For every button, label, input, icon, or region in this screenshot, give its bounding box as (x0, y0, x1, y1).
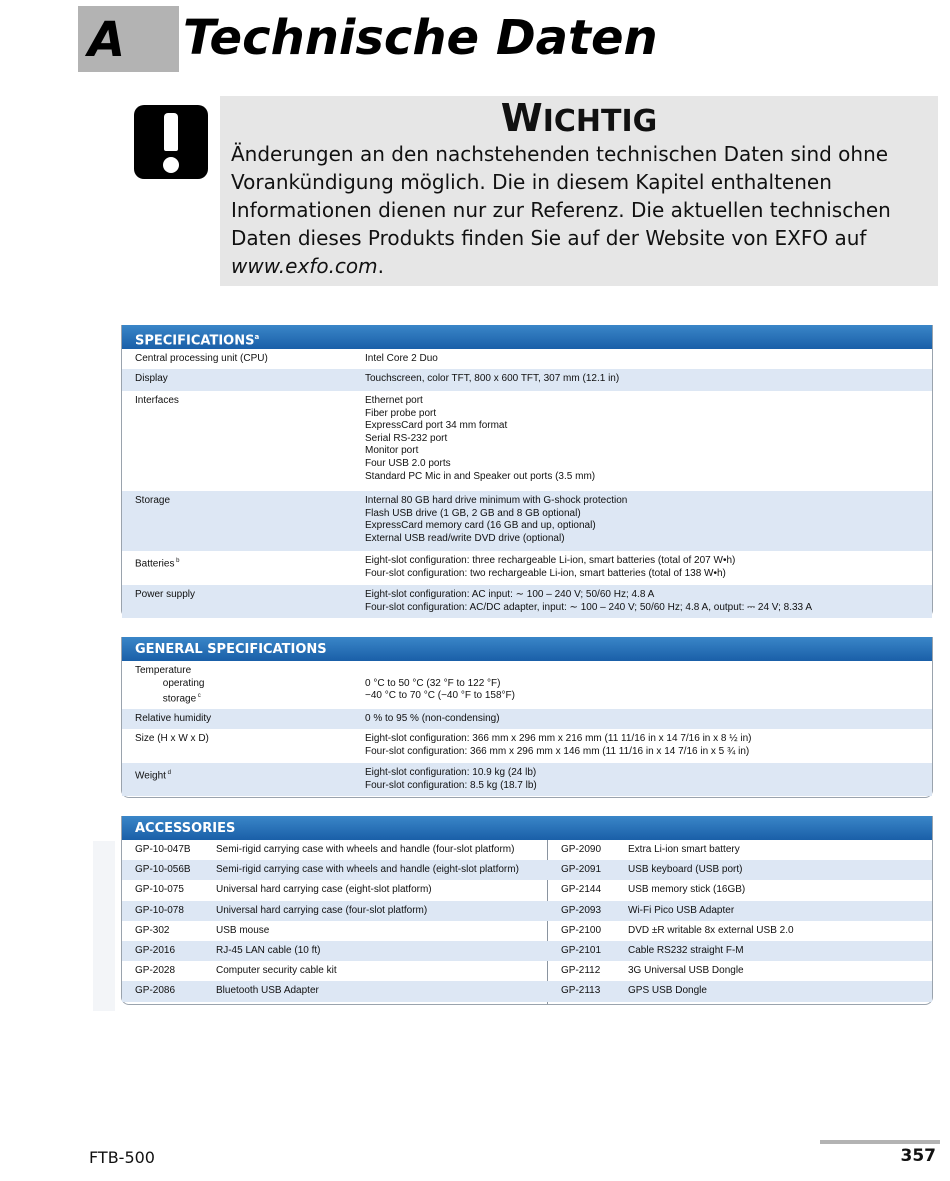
accessory-description: USB keyboard (USB port) (628, 864, 743, 876)
accessory-code: GP-10-047B (135, 844, 191, 855)
accessory-description: GPS USB Dongle (628, 985, 707, 997)
accessory-code: GP-2112 (561, 965, 601, 977)
spec-label: Relative humidity (135, 713, 212, 724)
accessory-description: Universal hard carrying case (eight-slot platform) (216, 884, 432, 896)
accessory-row (122, 941, 932, 961)
accessory-row (122, 901, 932, 921)
exfo-url: www.exfo.com (231, 254, 378, 278)
spec-value: Internal 80 GB hard drive minimum with G-shock protection Flash USB drive (1 GB, 2 GB and 8 GB optional) ExpressCard memory card (16 GB and up, optional) External USB read/write DVD drive (optional) (365, 495, 628, 544)
spec-value: Eight-slot configuration: 366 mm x 296 mm x 216 mm (11 11/16 in x 14 7/16 in x 8 ½ in) Four-slot configuration: 366 mm x 296 mm x 146 mm (11 11/16 in x 14 7/16 in x 5 ¾ in) (365, 733, 752, 757)
spec-label: Temperature operating storage $^c$ (135, 665, 205, 705)
accessory-row (122, 840, 932, 860)
important-text: Änderungen an den nachstehenden technischen Daten sind ohne Vorankündigung möglich. Die in diesem Kapitel enthaltenen Informationen dienen nur zur Referenz. Die aktuellen technischen Daten dieses Produkts finden Sie auf der Website von EXFO auf www.exfo.com. (231, 142, 891, 278)
accessory-description: Universal hard carrying case (four-slot platform) (216, 904, 428, 916)
spec-row (122, 491, 932, 551)
accessory-code: GP-2093 (561, 904, 602, 916)
general-specifications-panel (121, 637, 933, 798)
footer-rule (820, 1140, 940, 1144)
accessory-code: GP-10-075 (135, 884, 184, 896)
spec-label: Batteries $^b$ (135, 558, 180, 570)
spec-row (122, 763, 932, 796)
spec-value: Eight-slot configuration: 10.9 kg (24 lb) Four-slot configuration: 8.5 kg (18.7 lb) (365, 767, 537, 791)
accessory-description: RJ-45 LAN cable (10 ft) (216, 944, 321, 956)
accessory-code: GP-302 (135, 924, 170, 936)
accessory-code: GP-2016 (135, 944, 176, 956)
spec-row (122, 729, 932, 763)
spec-label: Storage (135, 495, 171, 506)
spec-value: Eight-slot configuration: AC input: ∼ 100 – 240 V; 50/60 Hz; 4.8 A Four-slot configuration: AC/DC adapter, input: ∼ 100 – 240 V; 50/60 Hz; 4.8 A, output: ⎓ 24 V; 8.33 A (365, 589, 812, 613)
footer-product: FTB-500 (89, 1148, 155, 1167)
accessories-panel (121, 816, 933, 1005)
spec-value: 0 % to 95 % (non-condensing) (365, 713, 500, 724)
accessories-header: ACCESSORIES (122, 816, 932, 840)
accessory-code: GP-10-078 (135, 904, 184, 916)
spec-row (122, 391, 932, 491)
specifications-header: SPECIFICATIONS$^a$ (122, 325, 932, 349)
chapter-letter-box (78, 6, 179, 72)
spec-value: Touchscreen, color TFT, 800 x 600 TFT, 307 mm (12.1 in) (365, 373, 620, 384)
accessory-row (122, 860, 932, 880)
accessory-row (122, 961, 932, 981)
important-heading: WICHTIG (500, 96, 658, 140)
chapter-letter: A (88, 12, 126, 68)
accessory-description: Computer security cable kit (216, 965, 337, 977)
accessory-description: USB memory stick (16GB) (628, 884, 746, 896)
accessory-row (122, 880, 932, 900)
spec-label: Power supply (135, 589, 196, 600)
spec-value: Intel Core 2 Duo (365, 353, 438, 364)
spec-row (122, 661, 932, 709)
spec-label: Central processing unit (CPU) (135, 353, 268, 364)
chapter-title: Technische Daten (183, 10, 658, 66)
accessory-description: Bluetooth USB Adapter (216, 985, 319, 997)
spec-label: Weight $^d$ (135, 770, 171, 782)
accessory-row (122, 981, 932, 1001)
spec-value: 0 °C to 50 °C (32 °F to 122 °F) −40 °C to 70 °C (−40 °F to 158°F) (365, 677, 515, 702)
accessory-description: DVD ±R writable 8x external USB 2.0 (628, 924, 794, 936)
accessory-description: Semi-rigid carrying case with wheels and handle (four-slot platform) (216, 844, 515, 855)
footnote-marker: d (165, 770, 171, 776)
accessory-code: GP-2100 (561, 924, 602, 936)
spec-value: Eight-slot configuration: three rechargeable Li-ion, smart batteries (total of 207 W•h) Four-slot configuration: two rechargeable Li-ion, smart batteries (total of 138 W•h) (365, 555, 736, 579)
spec-row (122, 709, 932, 729)
accessory-row (122, 921, 932, 941)
spec-row (122, 349, 932, 369)
accessory-code: GP-2091 (561, 864, 602, 876)
spec-row (122, 585, 932, 618)
spec-value: Ethernet port Fiber probe port ExpressCard port 34 mm format Serial RS-232 port Monitor port Four USB 2.0 ports Standard PC Mic in and Speaker out ports (3.5 mm) (365, 395, 596, 482)
footnote-marker: c (196, 693, 201, 700)
accessory-description: Extra Li-ion smart battery (628, 844, 740, 855)
accessory-description: Cable RS232 straight F-M (628, 944, 744, 956)
accessory-description: 3G Universal USB Dongle (628, 965, 744, 977)
important-box (220, 96, 938, 286)
page-number: 357 (900, 1146, 936, 1166)
specifications-panel (121, 325, 933, 618)
warning-exclamation-icon (134, 105, 208, 179)
general-specifications-header: GENERAL SPECIFICATIONS (122, 637, 932, 661)
accessory-code: GP-10-056B (135, 864, 191, 876)
accessory-code: GP-2086 (135, 985, 176, 997)
accessory-description: Wi-Fi Pico USB Adapter (628, 904, 735, 916)
accessory-code: GP-2101 (561, 944, 602, 956)
accessory-description: USB mouse (216, 924, 270, 936)
accessory-code: GP-2028 (135, 965, 176, 977)
spec-label: Size (H x W x D) (135, 733, 209, 744)
accessories-shadow (93, 841, 115, 1011)
spec-label: Display (135, 373, 168, 384)
accessory-description: Semi-rigid carrying case with wheels and handle (eight-slot platform) (216, 864, 519, 876)
spec-row (122, 551, 932, 585)
spec-label: Interfaces (135, 395, 179, 406)
spec-row (122, 369, 932, 391)
accessory-code: GP-2113 (561, 985, 601, 997)
footnote-marker: b (174, 558, 180, 564)
accessory-code: GP-2144 (561, 884, 602, 896)
accessory-code: GP-2090 (561, 844, 602, 855)
